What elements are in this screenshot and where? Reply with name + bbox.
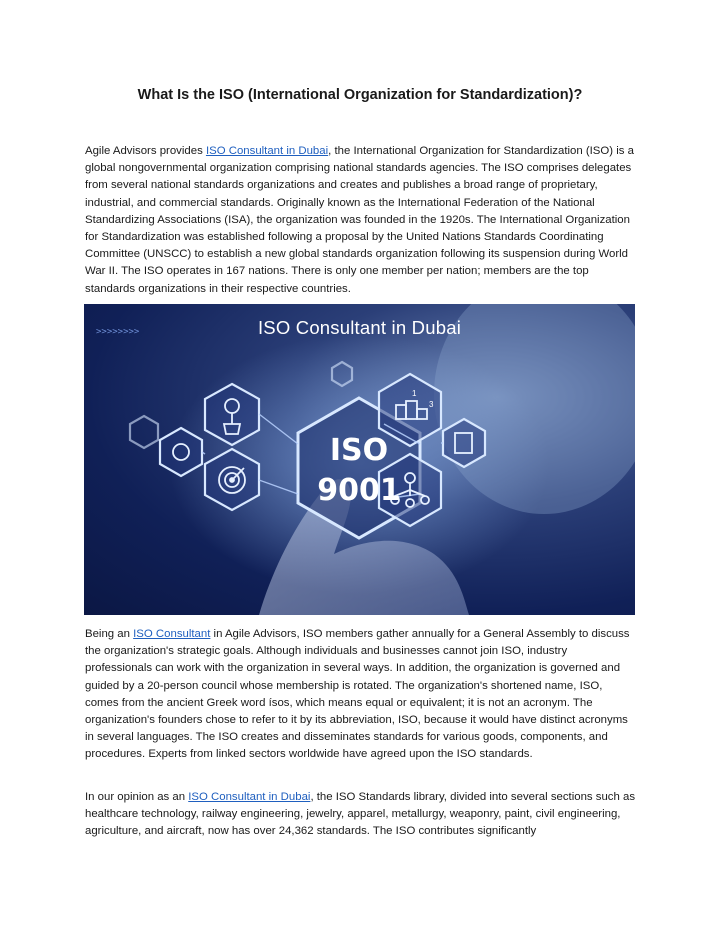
- podium-side-number: 3: [429, 400, 434, 409]
- standards-library-paragraph: [85, 789, 637, 841]
- consultant-text-rest: in Agile Advisors, ISO members gather annually for a General Assembly to discuss the organization's strategic goals. Although individuals and businesses cannot join ISO, industry professionals can work with the organization in several ways. In addition, the organization is governed and guided by a 20-person council whose membership is rotated. The organization's shortened name, ISO, comes from the ancient Greek word ísos, which means equal or equivalent; it is not an acronym. The organization's founders chose to refer to it by its abbreviation, ISO, because it would have distinct acronyms in several languages. The ISO creates and disseminates standards for various goods, components, and procedures. Experts from linked sectors worldwide have agreed upon the ISO standards.: [85, 628, 630, 761]
- hero-illustration: [84, 304, 635, 615]
- hero-caption: ISO Consultant in Dubai: [257, 317, 462, 338]
- iso-consultant-link[interactable]: ISO Consultant: [133, 628, 211, 640]
- document-hexagon: [443, 419, 485, 467]
- small-hexagon-left: [130, 416, 158, 448]
- page-title: What Is the ISO (International Organization for Standardization)?: [137, 87, 583, 103]
- hero-image: [84, 304, 635, 615]
- iso-consultant-dubai-link-2[interactable]: ISO Consultant in Dubai: [188, 791, 311, 803]
- intro-text-start: Agile Advisors provides: [85, 145, 206, 157]
- iso-number-text: 9001: [317, 473, 401, 508]
- money-hexagon: [160, 428, 202, 476]
- intro-text-rest: , the International Organization for Standardization (ISO) is a global nongovernmental organization comprising national standards agencies. The ISO comprises delegates from several national standards organizations and creates and publishes a broad range of proprietary, industrial, and commercial standards. Originally known as the International Federation of the National Standardizing Associations (ISA), the organization was founded in the 1920s. The International Organization for Standardization was established following a proposal by the United Nations Standards Coordinating Committee (UNSCC) to establish a new global standards organization following its suspension during World War II. The ISO operates in 167 nations. There is only one member per nation; members are the top standards organizations in their respective countries.: [85, 145, 634, 295]
- intro-paragraph: [85, 143, 637, 298]
- iso-text: ISO: [329, 433, 389, 468]
- decorative-arrows: >>>>>>>>: [96, 327, 140, 337]
- podium-number: 1: [412, 389, 417, 398]
- consultant-text-start: Being an: [85, 628, 134, 640]
- iso-consultant-dubai-link[interactable]: ISO Consultant in Dubai: [205, 145, 329, 157]
- consultant-paragraph: [85, 626, 637, 764]
- library-text-start: In our opinion as an: [85, 791, 189, 803]
- library-text-rest: , the ISO Standards library, divided into several sections such as healthcare technology, railway engineering, jewelry, apparel, metallurgy, weaponry, paint, civil engineering, agriculture, and aircraft, now has over 24,362 standards. The ISO contributes significantly: [85, 791, 636, 838]
